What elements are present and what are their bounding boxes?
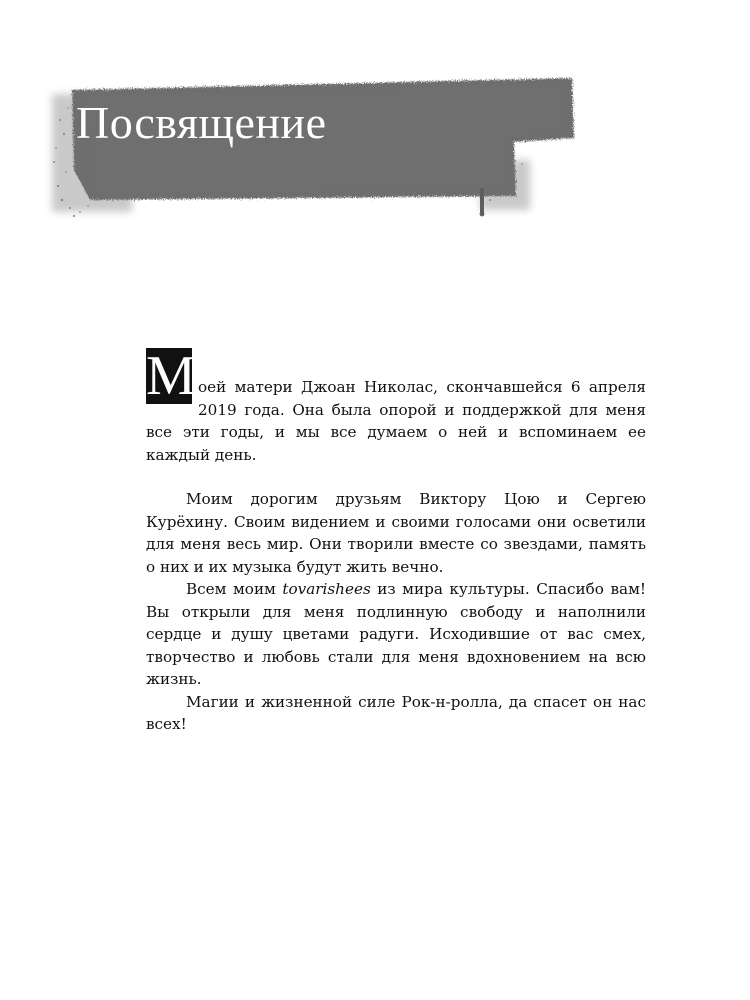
paragraph-mother-text: оей матери Джоан Николас, скончавшейся 6 апреля 2019 года. Она была опорой и поддержкой для меня все эти годы, и мы все думаем о ней и вспоминаем ее каждый день. bbox=[146, 378, 646, 464]
paragraph-mother bbox=[146, 345, 646, 466]
paragraph-friends: Моим дорогим друзьям Виктору Цою и Сергею Курёхину. Своим видением и своими голосами они осветили для меня весь мир. Они творили вместе со звездами, память о них и их музыка будут жить вечно. bbox=[146, 490, 646, 576]
paint-drip bbox=[480, 188, 484, 214]
chapter-title: Посвящение bbox=[76, 97, 327, 148]
paragraph-spacer bbox=[146, 466, 646, 488]
dedication-text bbox=[146, 345, 646, 736]
italic-word: tovarishees bbox=[282, 580, 371, 598]
drop-cap: М bbox=[146, 345, 196, 407]
paragraph-tovarishees bbox=[146, 578, 646, 691]
paragraph-tovarishees-start: Всем моим bbox=[186, 580, 283, 598]
chapter-heading-banner bbox=[40, 60, 600, 230]
paragraph-tovarishees-end: из мира культуры. Спасибо вам! Вы открыли для меня подлинную свободу и наполнили сердце и душу цветами радуги. Исходившие от вас смех, творчество и любовь стали для меня вдохновением на всю жизнь. bbox=[146, 580, 646, 688]
paragraph-rock-n-roll: Магии и жизненной силе Рок-н-ролла, да спасет он нас всех! bbox=[146, 692, 646, 733]
